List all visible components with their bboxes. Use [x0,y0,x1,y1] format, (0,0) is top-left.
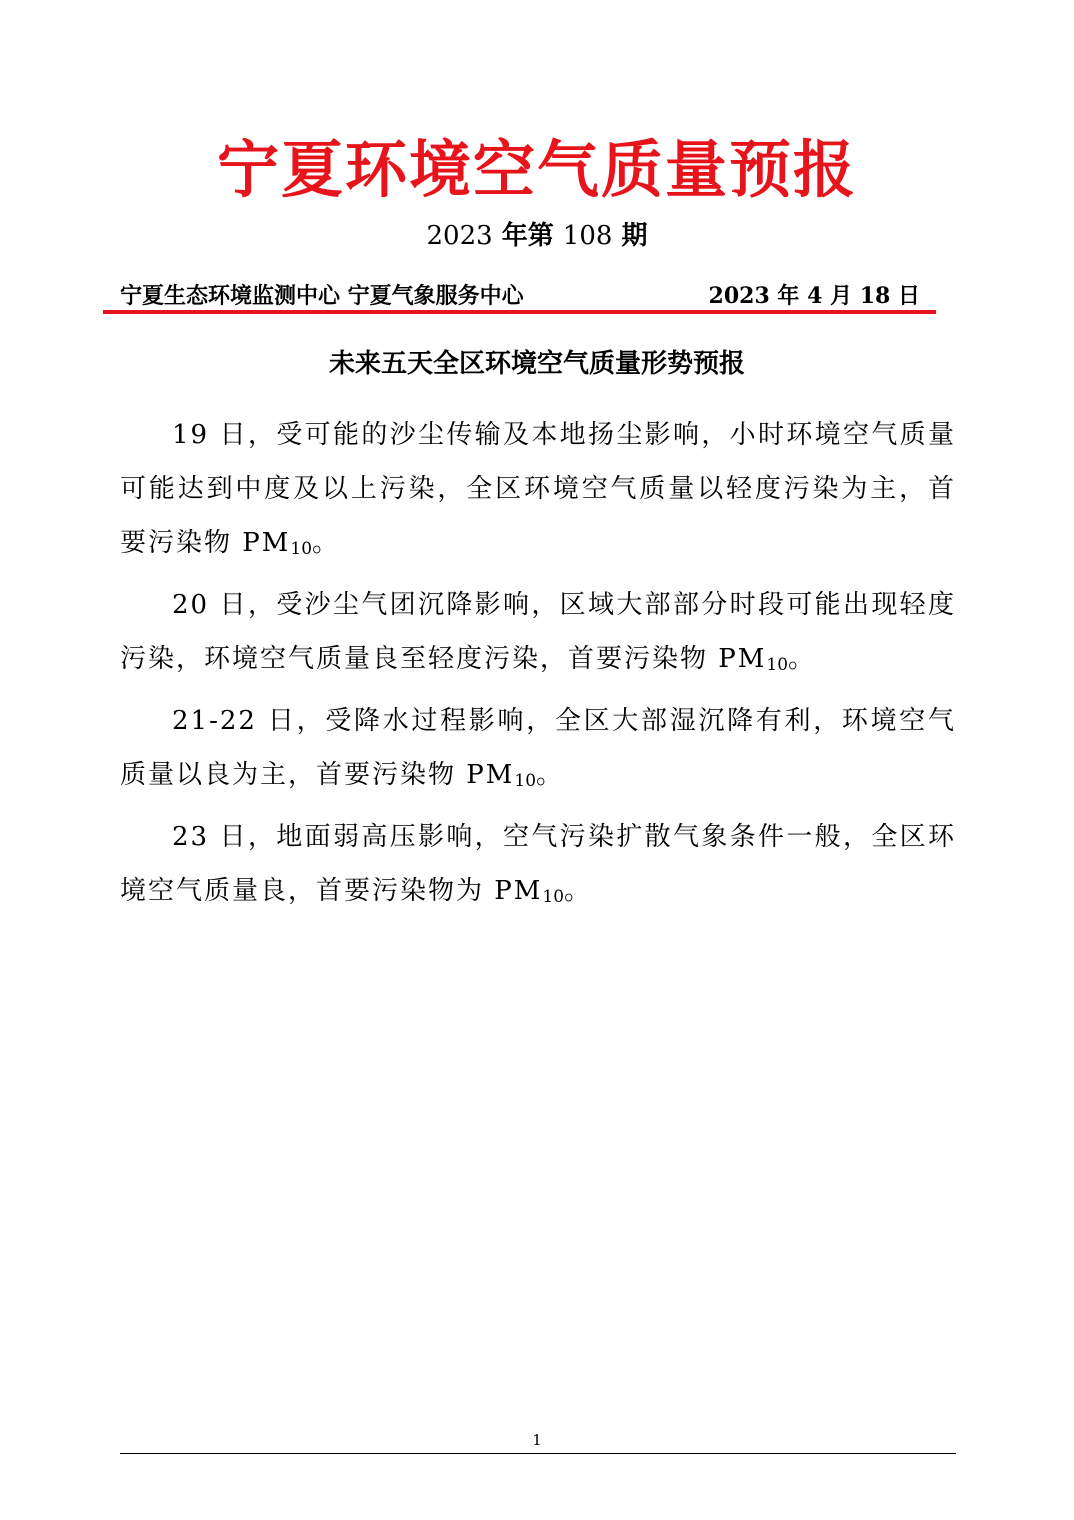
paragraph-end: 。 [564,876,593,906]
forecast-paragraph [120,578,956,692]
paragraph-text: 21-22 日，受降水过程影响，全区大部湿沉降有利，环境空气质量以良为主，首要污染物 PM [120,706,956,790]
section-heading: 未来五天全区环境空气质量形势预报 [328,349,745,379]
issue-label-year: 年第 [492,221,563,251]
paragraph-end: 。 [536,760,565,790]
pollutant-subscript: 10 [766,655,789,675]
pollutant-subscript: 10 [542,887,565,907]
pollutant-subscript: 10 [290,539,313,559]
paragraph-end: 。 [788,644,817,674]
pollutant-subscript: 10 [514,771,537,791]
issue-line [0,216,1074,256]
issue-year: 2023 [426,221,493,251]
page-number: 1 [532,1431,542,1449]
issue-date: 2023 年 4 月 18 日 [708,283,920,309]
forecast-body [120,408,956,924]
red-header-rule [103,310,936,314]
document-title: 宁夏环境空气质量预报 [216,133,857,206]
issue-number: 108 [562,221,613,251]
paragraph-end: 。 [312,528,341,558]
issuing-organizations: 宁夏生态环境监测中心 宁夏气象服务中心 [120,283,524,309]
forecast-paragraph [120,408,956,576]
issue-label-period: 期 [612,221,648,251]
paragraph-text: 19 日，受可能的沙尘传输及本地扬尘影响，小时环境空气质量可能达到中度及以上污染，全区环境空气质量以轻度污染为主，首要污染物 PM [120,420,956,558]
footer-rule [120,1453,956,1454]
paragraph-text: 20 日，受沙尘气团沉降影响，区域大部部分时段可能出现轻度污染，环境空气质量良至轻度污染，首要污染物 PM [120,590,956,674]
forecast-paragraph [120,810,956,924]
paragraph-text: 23 日，地面弱高压影响，空气污染扩散气象条件一般，全区环境空气质量良，首要污染物为 PM [120,822,956,906]
issuer-line [120,278,920,314]
forecast-paragraph [120,694,956,808]
